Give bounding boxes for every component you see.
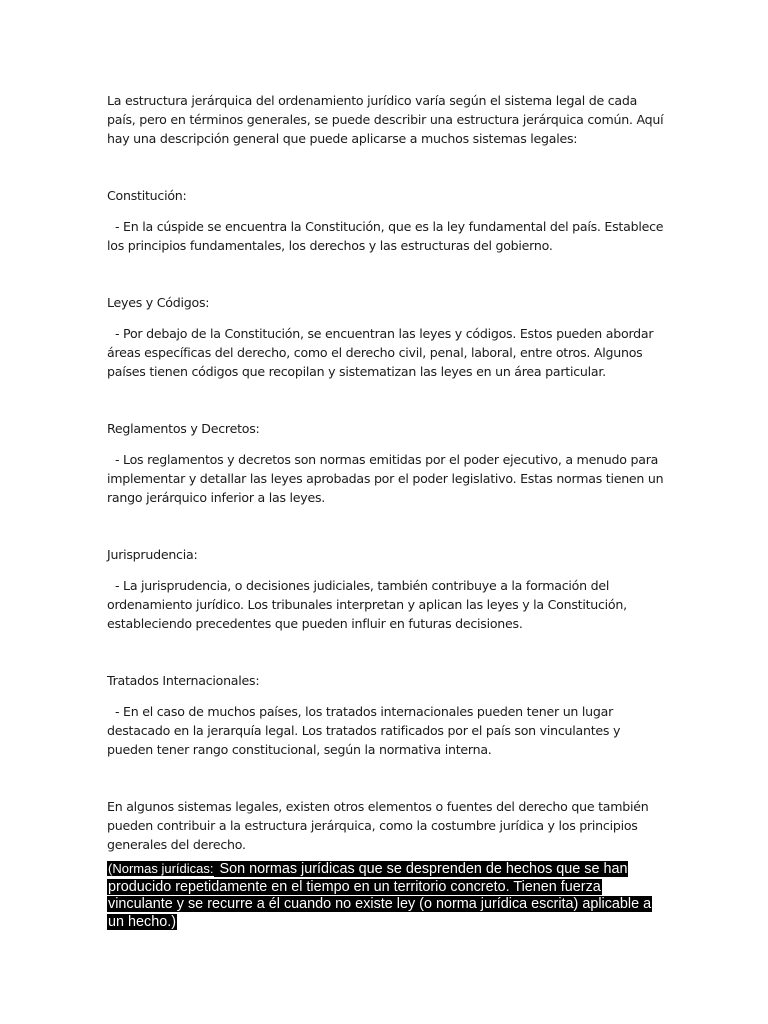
spacer bbox=[107, 148, 667, 186]
section-body-tratados bbox=[107, 702, 667, 759]
highlighted-note-label: (Normas jurídicas: bbox=[108, 861, 214, 876]
highlighted-note-text: Son normas jurídicas que se desprenden de hechos que se han producido repetidamente en el tiempo en un territorio concreto. Tienen fuerza vinculante y se recurre a él cuando no existe ley (o norma jurídica escrita) aplicable a un hecho.) bbox=[108, 861, 652, 930]
spacer bbox=[107, 690, 667, 702]
section-body-text: - Por debajo de la Constitución, se encuentran las leyes y códigos. Estos pueden abordar áreas específicas del derecho, como el derecho civil, penal, laboral, entre otros. Algunos países tienen códigos que recopilan y sistematizan las leyes en un área particular. bbox=[107, 326, 654, 379]
section-body-text: - Los reglamentos y decretos son normas emitidas por el poder ejecutivo, a menudo para implementar y detallar las leyes aprobadas por el poder legislativo. Estas normas tienen un rango jerárquico inferior a las leyes. bbox=[107, 452, 664, 505]
section-body-text: - En la cúspide se encuentra la Constitución, que es la ley fundamental del país. Establece los principios fundamentales, los derechos y las estructuras del gobierno. bbox=[107, 219, 664, 253]
section-heading-reglamentos: Reglamentos y Decretos: bbox=[107, 421, 260, 436]
section-heading-jurisprudencia: Jurisprudencia: bbox=[107, 547, 198, 562]
intro-paragraph: La estructura jerárquica del ordenamiento jurídico varía según el sistema legal de cada país, pero en términos generales, se puede describir una estructura jerárquica común. Aquí hay una descripción general que puede aplicarse a muchos sistemas legales: bbox=[107, 93, 664, 146]
spacer bbox=[107, 312, 667, 324]
spacer bbox=[107, 255, 667, 293]
spacer bbox=[107, 564, 667, 576]
closing-paragraph: En algunos sistemas legales, existen otros elementos o fuentes del derecho que también pueden contribuir a la estructura jerárquica, como la costumbre jurídica y los principios generales del derecho. bbox=[107, 799, 649, 852]
section-body-jurisprudencia bbox=[107, 576, 667, 633]
section-heading-constitucion: Constitución: bbox=[107, 188, 187, 203]
spacer bbox=[107, 381, 667, 419]
spacer bbox=[107, 507, 667, 545]
spacer bbox=[107, 633, 667, 671]
section-heading-tratados: Tratados Internacionales: bbox=[107, 673, 260, 688]
section-heading-leyes: Leyes y Códigos: bbox=[107, 295, 210, 310]
spacer bbox=[107, 759, 667, 797]
section-body-text: - La jurisprudencia, o decisiones judiciales, también contribuye a la formación del ordenamiento jurídico. Los tribunales interpretan y aplican las leyes y la Constitución, estableciendo precedentes que pueden influir en futuras decisiones. bbox=[107, 578, 627, 631]
spacer bbox=[107, 205, 667, 217]
section-body-leyes bbox=[107, 324, 667, 381]
section-body-constitucion bbox=[107, 217, 667, 255]
section-body-reglamentos bbox=[107, 450, 667, 507]
spacer bbox=[107, 438, 667, 450]
section-body-text: - En el caso de muchos países, los tratados internacionales pueden tener un lugar destacado en la jerarquía legal. Los tratados ratificados por el país son vinculantes y pueden tener rango constitucional, según la normativa interna. bbox=[107, 704, 621, 757]
highlighted-note bbox=[107, 860, 667, 931]
document-body bbox=[107, 91, 667, 931]
